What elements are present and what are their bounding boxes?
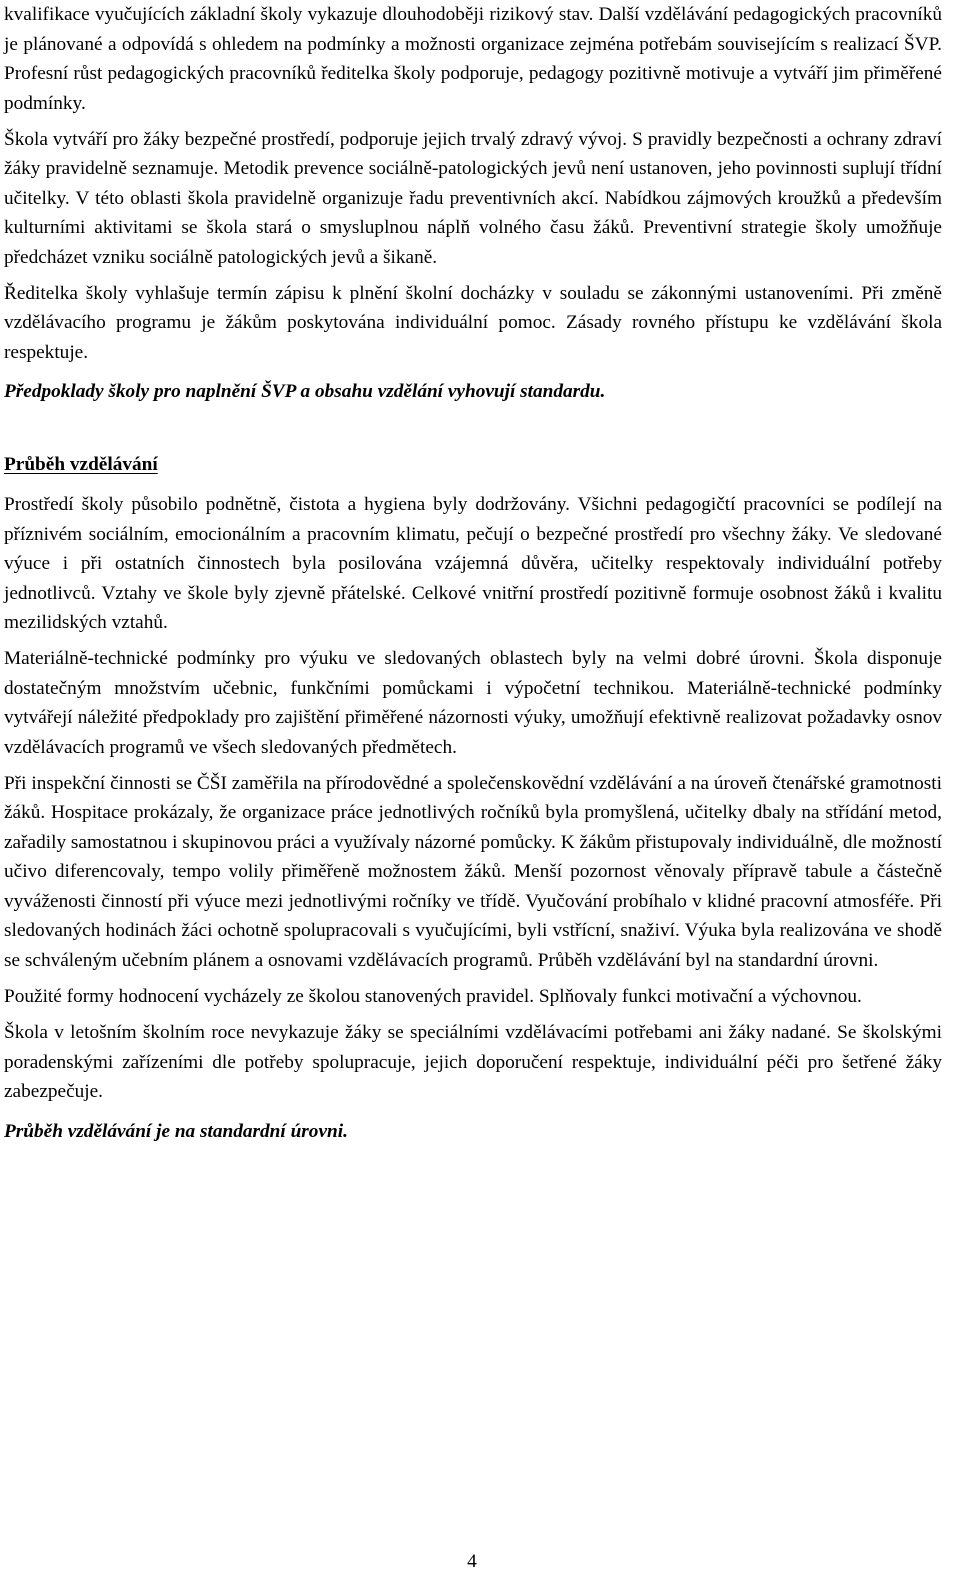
- paragraph-material-conditions: Materiálně-technické podmínky pro výuku ve sledovaných oblastech byly na velmi dobré úrovni. Škola disponuje dostatečným množstvím učebnic, funkčními pomůckami i výpočetní technikou. Materiálně-technické podmínky vytvářejí náležité předpoklady pro zajištění přiměřené názornosti výuky, umožňují efektivně realizovat požadavky osnov vzdělávacích programů ve všech sledovaných předmětech.: [4, 648, 942, 758]
- paragraph-special-needs: Škola v letošním školním roce nevykazuje žáky se speciálními vzdělávacími potřebami ani žáky nadané. Se školskými poradenskými zařízeními dle potřeby spolupracuje, jejich doporučení respektuje, individuální péči pro šetřené žáky zabezpečuje.: [4, 1022, 942, 1103]
- paragraph-enrollment: Ředitelka školy vyhlašuje termín zápisu k plnění školní docházky v souladu se zákonnými ustanoveními. Při změně vzdělávacího programu je žákům poskytována individuální pomoc. Zásady rovného přístupu ke vzdělávání škola respektuje.: [4, 282, 942, 363]
- document-body: [4, 0, 942, 1146]
- paragraph-school-environment: Prostředí školy působilo podnětně, čistota a hygiena byly dodržovány. Všichni pedagogičtí pracovníci se podílejí na příznivém sociálním, emocionálním a pracovním klimatu, pečují o bezpečné prostředí pro všechny žáky. Ve sledované výuce i při ostatních činnostech byla posilována vzájemná důvěra, učitelky respektovaly individuální potřeby jednotlivců. Vztahy ve škole byly zjevně přátelské. Celkové vnitřní prostředí pozitivně formuje osobnost žáků i kvalitu mezilidských vztahů.: [4, 494, 942, 634]
- paragraph-safe-environment: Škola vytváří pro žáky bezpečné prostředí, podporuje jejich trvalý zdravý vývoj. S pravidly bezpečnosti a ochrany zdraví žáky pravidelně seznamuje. Metodik prevence sociálně-patologických jevů není ustanoven, jeho povinnosti suplují třídní učitelky. V této oblasti škola pravidelně organizuje řadu preventivních akcí. Nabídkou zájmových kroužků a především kulturními aktivitami se škola stará o smysluplnou náplň volného času žáků. Preventivní strategie školy umožňuje předcházet vzniku sociálně patologických jevů a šikaně.: [4, 128, 942, 268]
- conclusion-education-process: Průběh vzdělávání je na standardní úrovni.: [4, 1120, 348, 1142]
- conclusion-prerequisites: Předpoklady školy pro naplnění ŠVP a obsahu vzdělání vyhovují standardu.: [4, 381, 606, 403]
- paragraph-assessment-forms: Použité formy hodnocení vycházely ze školou stanovených pravidel. Splňovaly funkci motivační a výchovnou.: [4, 985, 862, 1007]
- paragraph-teacher-qualification: kvalifikace vyučujících základní školy vykazuje dlouhodoběji rizikový stav. Další vzdělávání pedagogických pracovníků je plánované a odpovídá s ohledem na podmínky a možnosti organizace zejména potřebám souvisejícím s realizací ŠVP. Profesní růst pedagogických pracovníků ředitelka školy podporuje, pedagogy pozitivně motivuje a vytváří jim přiměřené podmínky.: [4, 4, 942, 114]
- paragraph-inspection-findings: Při inspekční činnosti se ČŠI zaměřila na přírodovědné a společenskovědní vzdělávání a na úroveň čtenářské gramotnosti žáků. Hospitace prokázaly, že organizace práce jednotlivých ročníků byla promyšlená, učitelky dbaly na střídání metod, zařadily samostatnou i skupinovou práci a využívaly názorné pomůcky. K žákům přistupovaly individuálně, dle možností učivo diferencovaly, tempo volily přiměřeně možnostem žáků. Menší pozornost věnovaly přípravě tabule a částečně vyváženosti činností při výuce mezi jednotlivými ročníky ve třídě. Vyučování probíhalo v klidné pracovní atmosféře. Při sledovaných hodinách žáci ochotně spolupracovali s vyučujícími, byli vstřícní, snaživí. Výuka byla realizována ve shodě se schváleným učebním plánem a osnovami vzdělávacích programů. Průběh vzdělávání byl na standardní úrovni.: [4, 772, 942, 971]
- page-number: 4: [467, 1551, 477, 1572]
- section-heading-education-process: Průběh vzdělávání: [4, 453, 158, 475]
